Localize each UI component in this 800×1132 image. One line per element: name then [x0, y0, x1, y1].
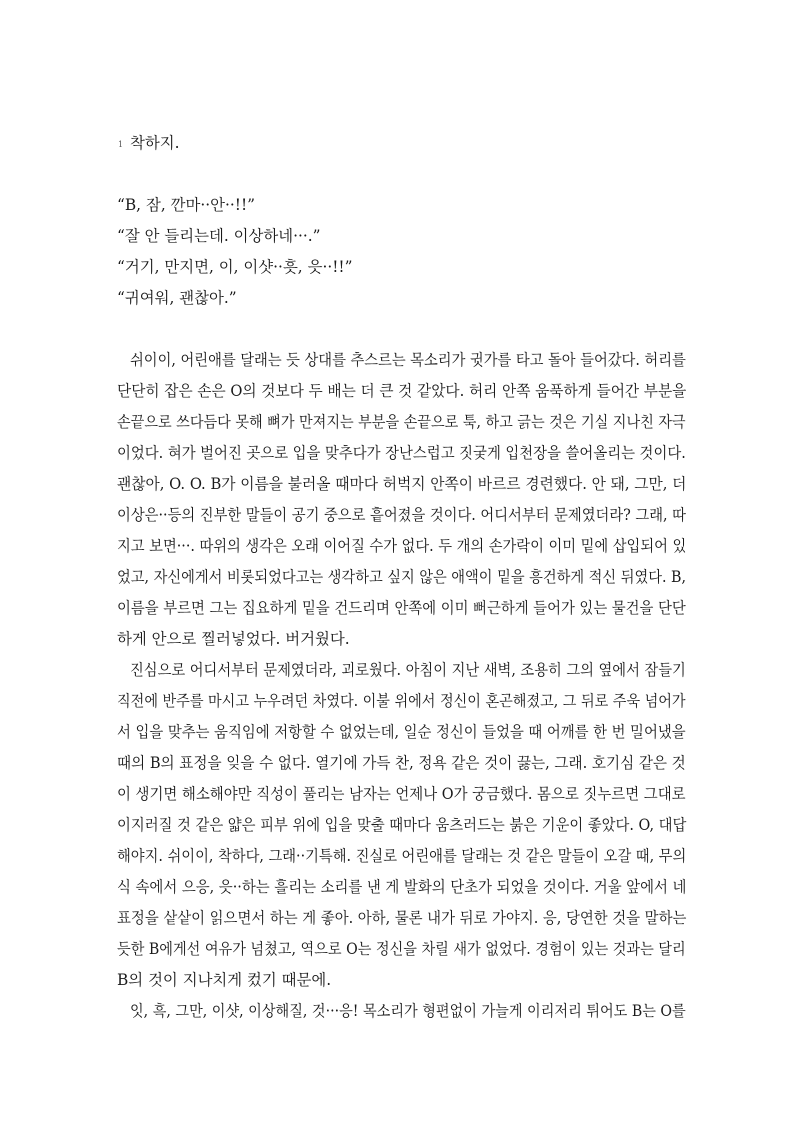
- body-text-line: 식 속에서 으응, 읏··하는 흘리는 소리를 낸 게 발화의 단초가 되었을 것이다. 거울 앞에서 네: [117, 878, 687, 896]
- body-text-line: 서 입을 맞추는 움직임에 저항할 수 없었는데, 일순 정신이 들었을 때 어깨를 한 번 밀어냈을: [117, 723, 686, 741]
- dialogue-line: “거기, 만지면, 이, 이샷··흣, 읏··!!”: [117, 258, 353, 276]
- body-text-line: 었고, 자신에게서 비롯되었다고는 생각하고 싶지 않은 애액이 밑을 흥건하게 적신 뒤였다. B,: [117, 568, 687, 586]
- body-text-line: 하게 안으로 찔러넣었다. 버거웠다.: [117, 630, 350, 648]
- body-text-line: 직전에 반주를 마시고 누우려던 차였다. 이불 위에서 정신이 혼곤해졌고, 그 뒤로 주욱 넘어가: [117, 692, 686, 710]
- body-text-line: 표정을 샅샅이 읽으면서 하는 게 좋아. 아하, 물론 내가 뒤로 가야지. 응, 당연한 것을 말하는: [117, 909, 687, 927]
- body-text-line: B의 것이 지나치게 컸기 때문에.: [117, 971, 332, 989]
- body-text-line: 손끝으로 쓰다듬다 못해 뼈가 만져지는 부분을 손끝으로 툭, 하고 긁는 것은 기실 지나친 자극: [117, 413, 686, 431]
- body-text-line: 해야지. 쉬이이, 착하다, 그래··기특해. 진실로 어린애를 달래는 것 같은 말들이 오갈 때, 무의: [117, 847, 687, 865]
- body-text-line: 쉬이이, 어린애를 달래는 듯 상대를 추스르는 목소리가 귓가를 타고 돌아 들어갔다. 허리를: [130, 351, 686, 369]
- body-text-line: 이상은··등의 진부한 말들이 공기 중으로 흩어졌을 것이다. 어디서부터 문제였더라? 그래, 따: [117, 506, 686, 524]
- body-text-line: 때의 B의 표정을 잊을 수 없다. 열기에 가득 찬, 정욕 같은 것이 끓는, 그래. 호기심 같은 것: [117, 754, 686, 772]
- body-text-line: 단단히 잡은 손은 O의 것보다 두 배는 더 큰 것 같았다. 허리 안쪽 움푹하게 들어간 부분을: [117, 382, 687, 400]
- body-text-line: 잇, 흑, 그만, 이샷, 이상해질, 것···응! 목소리가 형편없이 가늘게 이리저리 튀어도 B는 O를: [130, 1002, 686, 1020]
- dialogue-line: “잘 안 들리는데. 이상하네···.”: [117, 227, 321, 245]
- body-text-line: 이었다. 혀가 벌어진 곳으로 입을 맞추다가 장난스럽고 짓궂게 입천장을 쓸어올리는 것이다.: [117, 444, 686, 462]
- body-text-line: 진심으로 어디서부터 문제였더라, 괴로웠다. 아침이 지난 새벽, 조용히 그의 옆에서 잠들기: [130, 661, 686, 679]
- body-text-line: 듯한 B에게선 여유가 넘쳤고, 역으로 O는 정신을 차릴 새가 없었다. 경험이 있는 것과는 달리: [117, 940, 686, 958]
- body-text-line: 이 생기면 해소해야만 직성이 풀리는 남자는 언제나 O가 궁금했다. 몸으로 짓누르면 그대로: [117, 785, 686, 803]
- dialogue-line: “B, 잠, 깐마··안··!!”: [117, 196, 256, 214]
- body-text-line: 괜찮아, O. O. B가 이름을 불러올 때마다 허벅지 안쪽이 바르르 경련했다. 안 돼, 그만, 더: [117, 475, 687, 493]
- body-text-line: 지고 보면···. 따위의 생각은 오래 이어질 수가 없다. 두 개의 손가락이 이미 밑에 삽입되어 있: [117, 537, 687, 555]
- dialogue-line: “귀여워, 괜찮아.”: [117, 289, 237, 307]
- body-text-line: 이지러질 것 같은 얇은 피부 위에 입을 맞출 때마다 움츠러드는 붉은 기운이 좋았다. O, 대답: [117, 816, 687, 834]
- body-text-line: 이름을 부르면 그는 집요하게 밑을 건드리며 안쪽에 이미 뻐근하게 들어가 있는 물건을 단단: [117, 599, 686, 617]
- section-heading: 착하지.: [130, 134, 180, 152]
- footnote-marker: 1: [118, 140, 124, 149]
